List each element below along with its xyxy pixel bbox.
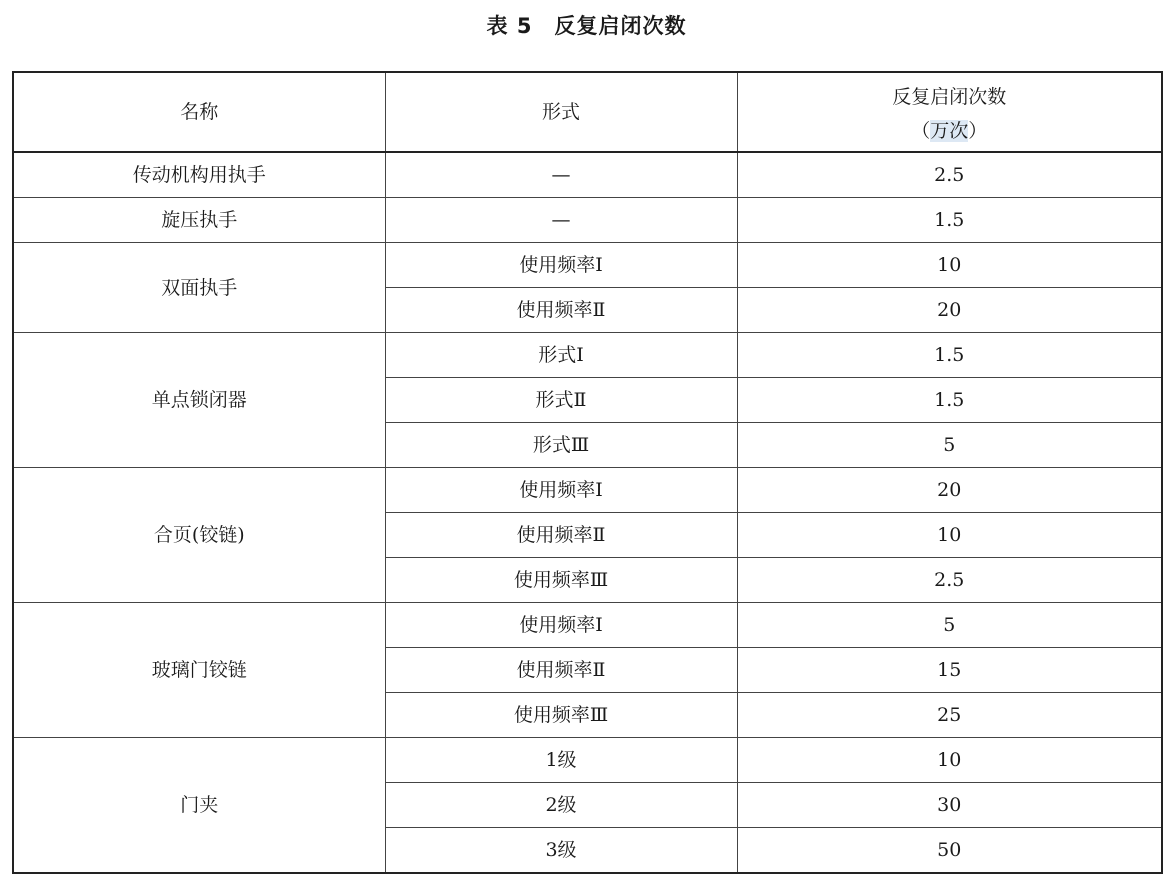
- cell-count: 20: [737, 288, 1162, 333]
- cell-count: 10: [737, 513, 1162, 558]
- cell-form: 形式Ⅱ: [385, 378, 737, 423]
- cell-count: 50: [737, 828, 1162, 874]
- cell-count: 25: [737, 693, 1162, 738]
- cell-name: 旋压执手: [13, 198, 385, 243]
- cell-name: 门夹: [13, 738, 385, 874]
- cell-name: 双面执手: [13, 243, 385, 333]
- cell-count: 30: [737, 783, 1162, 828]
- table-row: [13, 152, 1162, 198]
- cell-form: 使用频率Ⅰ: [385, 468, 737, 513]
- cell-count: 20: [737, 468, 1162, 513]
- cell-form: 形式Ⅰ: [385, 333, 737, 378]
- cell-name: 单点锁闭器: [13, 333, 385, 468]
- table-header: [13, 72, 1162, 152]
- cell-form: 使用频率Ⅱ: [385, 513, 737, 558]
- table-caption: 反复启闭次数: [554, 14, 687, 38]
- table-title: [0, 10, 1173, 42]
- cycles-table: [12, 71, 1163, 874]
- cell-count: 10: [737, 243, 1162, 288]
- cell-form: 使用频率Ⅱ: [385, 648, 737, 693]
- table-row: [13, 603, 1162, 648]
- cell-form: 使用频率Ⅰ: [385, 243, 737, 288]
- cell-name: 玻璃门铰链: [13, 603, 385, 738]
- header-name: 名称: [13, 72, 385, 152]
- cell-count: 5: [737, 423, 1162, 468]
- table-row: [13, 468, 1162, 513]
- cell-form: —: [385, 198, 737, 243]
- cell-form: 1级: [385, 738, 737, 783]
- header-form: 形式: [385, 72, 737, 152]
- cell-form: 使用频率Ⅲ: [385, 558, 737, 603]
- cell-form: —: [385, 152, 737, 198]
- header-unit-open: （: [911, 120, 931, 142]
- cell-form: 形式Ⅲ: [385, 423, 737, 468]
- cell-form: 使用频率Ⅲ: [385, 693, 737, 738]
- table-number: 表 5: [486, 14, 533, 38]
- header-count: [737, 72, 1162, 152]
- cell-count: 1.5: [737, 333, 1162, 378]
- cell-count: 2.5: [737, 152, 1162, 198]
- cell-count: 1.5: [737, 198, 1162, 243]
- header-count-unit-line: [738, 119, 1162, 143]
- cell-form: 使用频率Ⅰ: [385, 603, 737, 648]
- cell-count: 1.5: [737, 378, 1162, 423]
- header-unit: 万次: [930, 120, 969, 142]
- cell-form: 使用频率Ⅱ: [385, 288, 737, 333]
- cell-form: 2级: [385, 783, 737, 828]
- header-count-title: 反复启闭次数: [892, 86, 1007, 108]
- cell-count: 10: [737, 738, 1162, 783]
- header-unit-close: ）: [968, 120, 988, 142]
- cell-count: 15: [737, 648, 1162, 693]
- cell-count: 2.5: [737, 558, 1162, 603]
- cell-count: 5: [737, 603, 1162, 648]
- cell-name: 传动机构用执手: [13, 152, 385, 198]
- table-row: [13, 738, 1162, 783]
- cell-name: 合页(铰链): [13, 468, 385, 603]
- table-row: [13, 198, 1162, 243]
- table-row: [13, 243, 1162, 288]
- cell-form: 3级: [385, 828, 737, 874]
- table-body: [13, 152, 1162, 873]
- table-row: [13, 333, 1162, 378]
- header-row: [13, 72, 1162, 152]
